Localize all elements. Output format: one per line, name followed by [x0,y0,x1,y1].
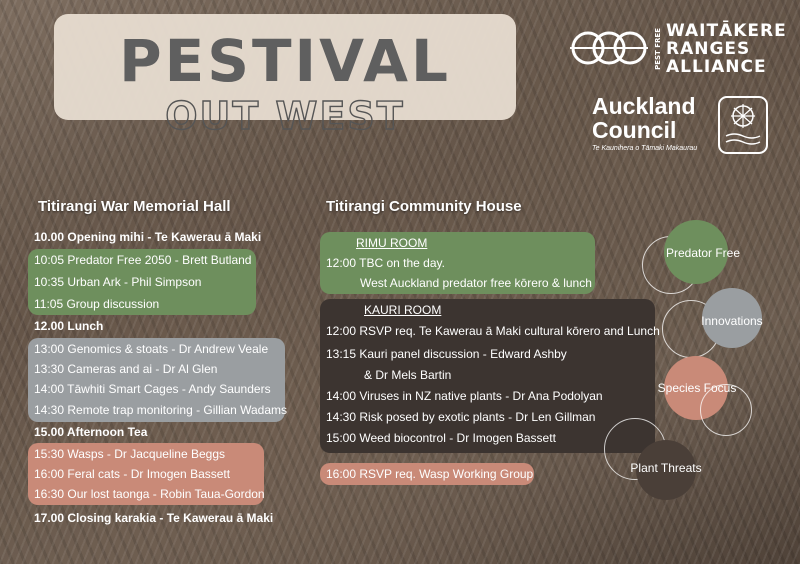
legend-label-species-focus: Species Focus [657,381,737,395]
hall-grey-row: 13:30 Cameras and ai - Dr Al Glen [34,362,218,376]
council-logo [592,94,792,164]
hall-closing: 17.00 Closing karakia - Te Kawerau ā Maki [34,511,274,525]
alliance-emblem-icon [568,26,650,70]
kauri-room-label: KAURI ROOM [364,303,442,317]
hall-grey-row: 14:30 Remote trap monitoring - Gillian Wadams [34,403,287,417]
hall-green-row: 10:05 Predator Free 2050 - Brett Butland [34,253,252,267]
kauri-row: 15:00 Weed biocontrol - Dr Imogen Bassett [326,431,556,445]
legend-label-innovations: Innovations [701,314,763,328]
hall-grey-row: 13:00 Genomics & stoats - Dr Andrew Veale [34,342,269,356]
hall-opening: 10.00 Opening mihi - Te Kawerau ā Maki [34,230,262,244]
rsvp-row: 16:00 RSVP req. Wasp Working Group [326,467,534,481]
kauri-row: & Dr Mels Bartin [364,368,452,382]
alliance-name-line1: WAITĀKERE [666,21,787,41]
alliance-name-line2: RANGES [666,39,751,59]
hall-lunch: 12.00 Lunch [34,319,104,333]
hall-pink-row: 16:00 Feral cats - Dr Imogen Bassett [34,467,231,481]
event-title: PESTIVAL [119,27,451,95]
council-tagline: Te Kaunihera o Tāmaki Makaurau [592,145,698,152]
kauri-row: 14:30 Risk posed by exotic plants - Dr Len Gillman [326,410,596,424]
kauri-row: 12:00 RSVP req. Te Kawerau ā Maki cultural kōrero and Lunch [326,324,660,338]
hall-green-row: 10:35 Urban Ark - Phil Simpson [34,275,202,289]
hall-tea: 15.00 Afternoon Tea [34,425,148,439]
alliance-logo [568,18,788,78]
hall-green-row: 11:05 Group discussion [34,297,160,311]
house-heading: Titirangi Community House [326,198,522,215]
alliance-name-line3: ALLIANCE [666,57,767,77]
pohutukawa-emblem-icon [718,96,770,156]
legend-label-plant-threats: Plant Threats [630,461,702,475]
rimu-row: 12:00 TBC on the day. [326,256,445,270]
alliance-tag-free: FREE [654,28,662,48]
legend-label-predator-free: Predator Free [665,246,741,260]
council-name-line2: Council [592,117,677,143]
kauri-row: 14:00 Viruses in NZ native plants - Dr Ana Podolyan [326,389,603,403]
hall-heading: Titirangi War Memorial Hall [38,198,231,215]
council-name-line1: Auckland [592,93,696,119]
rimu-room-label: RIMU ROOM [356,236,428,250]
hall-pink-row: 15:30 Wasps - Dr Jacqueline Beggs [34,447,225,461]
event-subtitle: OUT WEST [165,94,405,138]
hall-grey-row: 14:00 Tāwhiti Smart Cages - Andy Saunders [34,382,271,396]
rimu-row: West Auckland predator free kōrero & lunch [360,276,592,290]
kauri-row: 13:15 Kauri panel discussion - Edward Ashby [326,347,567,361]
hall-pink-row: 16:30 Our lost taonga - Robin Taua-Gordon [34,487,265,501]
alliance-tag-pest: PEST [654,50,662,70]
